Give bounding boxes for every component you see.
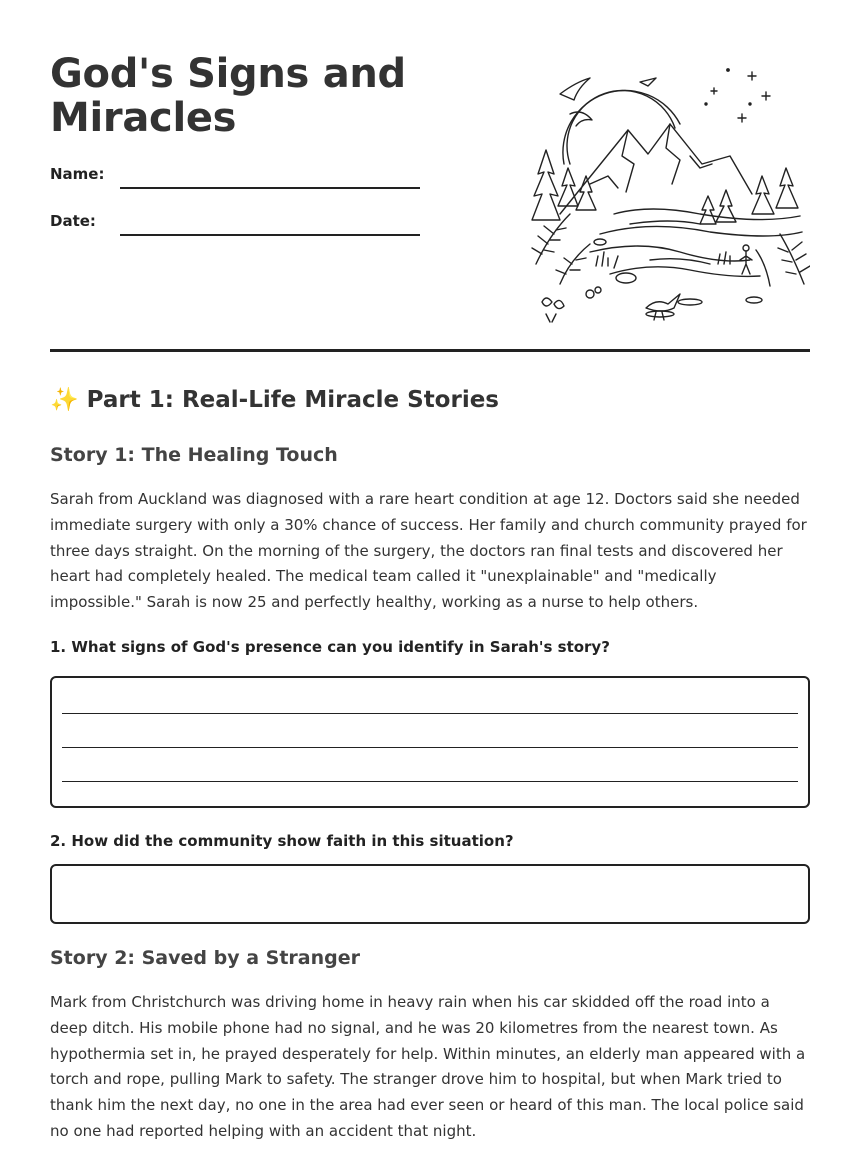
- question-1: 1. What signs of God's presence can you identify in Sarah's story?: [50, 638, 610, 656]
- date-label: Date:: [50, 212, 96, 230]
- date-field[interactable]: [120, 234, 420, 236]
- answer-box-1[interactable]: [50, 676, 810, 808]
- question-2: 2. How did the community show faith in this situation?: [50, 832, 514, 850]
- mountain-landscape-illustration: [530, 64, 810, 332]
- page-title: God's Signs and Miracles: [50, 51, 406, 141]
- story1-heading: Story 1: The Healing Touch: [50, 444, 338, 466]
- name-label: Name:: [50, 165, 105, 183]
- story2-text: Mark from Christchurch was driving home in heavy rain when his car skidded off the road into a deep ditch. His mobile phone had no signal, and he was 20 kilometres from the nearest town. As hypothermia set in, he prayed desperately for help. Within minutes, an elderly man appeared with a torch and rope, pulling Mark to safety. The stranger drove him to hospital, but when Mark tried to thank him the next day, no one in the area had ever seen or heard of this man. The local police said no one had reported helping with an accident that night.: [50, 993, 806, 1140]
- answer-line: [62, 747, 798, 748]
- sparkles-icon: ✨: [50, 387, 79, 413]
- story1-text: Sarah from Auckland was diagnosed with a rare heart condition at age 12. Doctors said she needed immediate surgery with only a 30% chance of success. Her family and church community prayed for three days straight. On the morning of the surgery, the doctors ran final tests and discovered her heart had completely healed. The medical team called it "unexplainable" and "medically impossible." Sarah is now 25 and perfectly healthy, working as a nurse to help others.: [50, 490, 807, 612]
- answer-line: [62, 713, 798, 714]
- answer-box-2[interactable]: [50, 864, 810, 924]
- name-field[interactable]: [120, 187, 420, 189]
- worksheet-header: [50, 0, 810, 353]
- header-divider: [50, 349, 810, 352]
- story2-heading: Story 2: Saved by a Stranger: [50, 947, 360, 969]
- worksheet-page: [50, 0, 810, 1140]
- part1-heading-text: Part 1: Real-Life Miracle Stories: [86, 387, 500, 413]
- answer-line: [62, 781, 798, 782]
- part1-heading: [50, 386, 499, 413]
